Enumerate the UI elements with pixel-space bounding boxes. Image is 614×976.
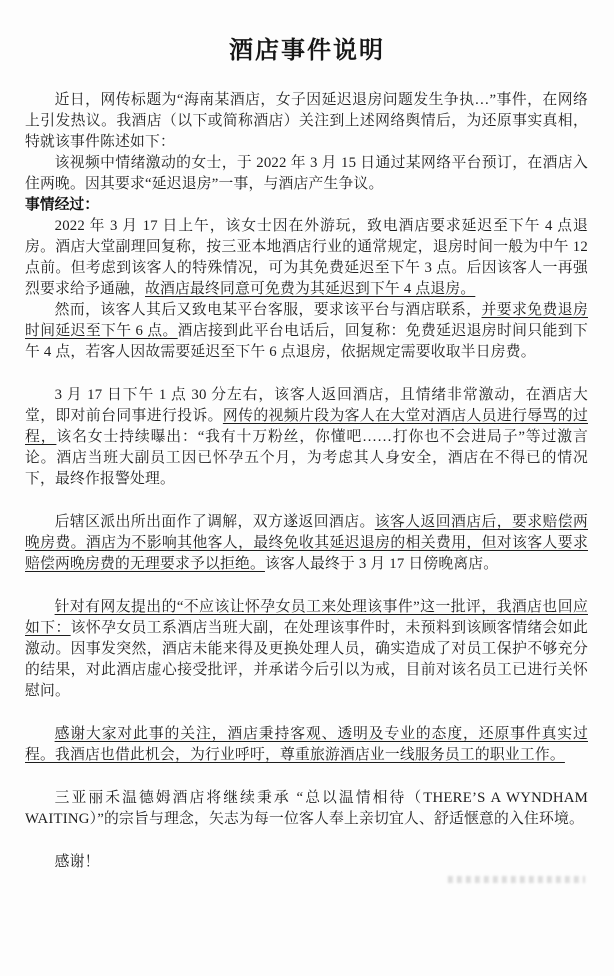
underlined-text-run: 针对有网友提出的“不应该让怀孕女员工来处理该事件”这一批评，我酒店也回应如下： [25,599,588,636]
text-run: 该视频中情绪激动的女士，于 2022 年 3 月 15 日通过某网络平台预订，在酒店入住两晚。因其要求“延迟退房”一事，与酒店产生争议。 [25,155,588,192]
paragraph-response-to-criticism [25,597,588,702]
underlined-text-run: 故酒店最终同意可免费为其延迟到下午 4 点退房。 [144,281,476,297]
text-run: 该客人最终于 3 月 17 日傍晚离店。 [264,556,499,572]
faded-stamp-mark [448,876,585,883]
underlined-text-run: 网传的视频片段为客人在大堂对酒店人员进行辱骂的过程， [25,408,588,445]
paragraph-lobby-conflict [25,385,588,490]
underlined-text-run: 并要求免费退房时间延迟至下午 6 点。 [25,302,588,339]
paragraph-intro [25,90,588,153]
section-heading-incident: 事情经过： [25,197,99,213]
text-run: 后辖区派出所出面作了调解，双方遂返回酒店。 [54,514,375,530]
text-run: 该名女士持续曝出：“我有十万粉丝，你懂吧……打你也不会进局子”等过激言论。酒店当班大副员工因已怀孕五个月，为考虑其人身安全，酒店在不得已的情况下，最终作报警处理。 [25,429,588,487]
text-run: 感谢！ [54,854,100,870]
text-run: 该怀孕女员工系酒店当班大副，在处理该事件时，未预料到该顾客情绪会如此激动。因事发突然，酒店未能来得及更换处理人员，确实造成了对员工保护不够充分的结果，对此酒店虚心接受批评，并承诺今后引以为戒，目前对该名员工已进行关怀慰问。 [25,620,588,699]
text-run: 酒店接到此平台电话后，回复称：免费延迟退房时间只能到下午 4 点，若客人因故需要延迟至下午 6 点退房，依据规定需要收取半日房费。 [25,323,589,360]
document-title: 酒店事件说明 [229,38,385,64]
text-run: 2022 年 3 月 17 日上午，该女士因在外游玩，致电酒店要求延迟至下午 4 点退房。酒店大堂副理回复称，按三亚本地酒店行业的通常规定，退房时间一般为中午 12 点前。但考虑到该客人的特殊情况，可为其免费延迟至下午 3 点。后因该客人一再强烈要求给予通融， [25,218,588,297]
text-run: 近日，网传标题为“海南某酒店，女子因延迟退房问题发生争执…”事件，在网络上引发热议。我酒店（以下或简称酒店）关注到上述网络舆情后，为还原事实真相，特就该事件陈述如下： [25,92,588,150]
paragraph-march17-morning [25,216,588,300]
paragraph-police-mediation [25,512,588,575]
paragraph-platform-call [25,300,588,363]
paragraph-closing-thanks [25,852,588,873]
text-run: 三亚丽禾温德姆酒店将继续秉承 “总以温情相待（THERE’S A WYNDHAM WAITING）”的宗旨与理念，矢志为每一位客人奉上亲切宜人、舒适惬意的入住环境。 [25,790,588,827]
paragraph-brand-motto [25,788,588,830]
text-run: 然而，该客人其后又致电某平台客服，要求该平台与酒店联系， [54,302,482,318]
document-body [0,66,614,873]
text-run: 3 月 17 日下午 1 点 30 分左右，该客人返回酒店，且情绪非常激动，在酒店大堂，即对前台同事进行投诉。 [25,387,588,424]
underlined-text-run: 感谢大家对此事的关注，酒店秉持客观、透明及专业的态度，还原事件真实过程。我酒店也借此机会，为行业呼吁，尊重旅游酒店业一线服务员工的职业工作。 [25,726,588,763]
paragraph-booking-background [25,153,588,195]
underlined-text-run: 该客人返回酒店后，要求赔偿两晚房费。酒店为不影响其他客人，最终免收其延迟退房的相关费用，但对该客人要求赔偿两晚房费的无理要求予以拒绝。 [25,514,588,572]
paragraph-thanks-statement [25,724,588,766]
